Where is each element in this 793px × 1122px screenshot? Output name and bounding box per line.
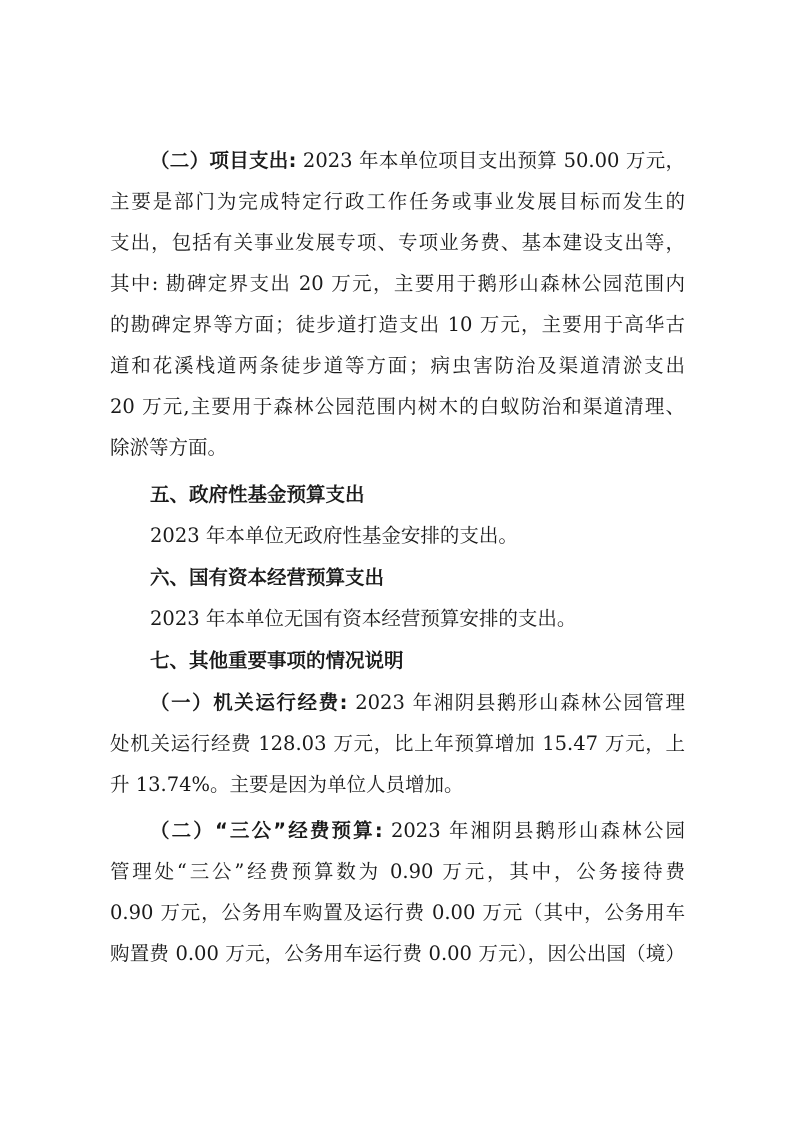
operating-expense-line-1 [150,689,685,717]
three-public-line-4: 购置费 0.00 万元，公务用车运行费 0.00 万元），因公出国（境） [110,942,685,965]
section-six-body: 2023 年本单位无国有资本经营预算安排的支出。 [150,607,577,630]
three-public-line-2: 管理处“三公”经费预算数为 0.90 万元，其中，公务接待费 [110,860,685,883]
project-expense-line-1 [150,147,685,175]
section-five-body: 2023 年本单位无政府性基金安排的支出。 [150,524,518,547]
section-five-heading: 五、政府性基金预算支出 [150,483,365,506]
three-public-lead: （二）“三公”经费预算: [150,819,383,842]
operating-expense-line-3: 升 13.74%。主要是因为单位人员增加。 [110,773,464,796]
project-expense-line-6: 道和花溪栈道两条徒步道等方面；病虫害防治及渠道清淤支出 [110,354,685,377]
project-expense-lead: （二）项目支出: [150,149,297,172]
three-public-line-3: 0.90 万元，公务用车购置及运行费 0.00 万元（其中，公务用车 [110,901,685,924]
operating-expense-line-2: 处机关运行经费 128.03 万元，比上年预算增加 15.47 万元，上 [110,732,685,755]
section-six-heading: 六、国有资本经营预算支出 [150,566,385,589]
three-public-text: 2023 年湘阴县鹅形山森林公园 [382,819,685,842]
project-expense-line-2: 主要是部门为完成特定行政工作任务或事业发展目标而发生的 [110,190,685,213]
project-expense-line-7: 20 万元,主要用于森林公园范围内树木的白蚁防治和渠道清理、 [110,395,685,418]
project-expense-line-3: 支出，包括有关事业发展专项、专项业务费、基本建设支出等， [110,231,685,254]
section-seven-heading: 七、其他重要事项的情况说明 [150,649,404,672]
operating-expense-text: 2023 年湘阴县鹅形山森林公园管理 [347,691,685,714]
project-expense-line-4: 其中: 勘碑定界支出 20 万元，主要用于鹅形山森林公园范围内 [110,272,685,295]
three-public-line-1 [150,817,685,845]
project-expense-line-5: 的勘碑定界等方面；徒步道打造支出 10 万元，主要用于高华古 [110,313,685,336]
project-expense-line-8: 除淤等方面。 [110,436,228,459]
project-expense-text: 2023 年本单位项目支出预算 50.00 万元， [296,149,685,172]
operating-expense-lead: （一）机关运行经费: [150,691,348,714]
